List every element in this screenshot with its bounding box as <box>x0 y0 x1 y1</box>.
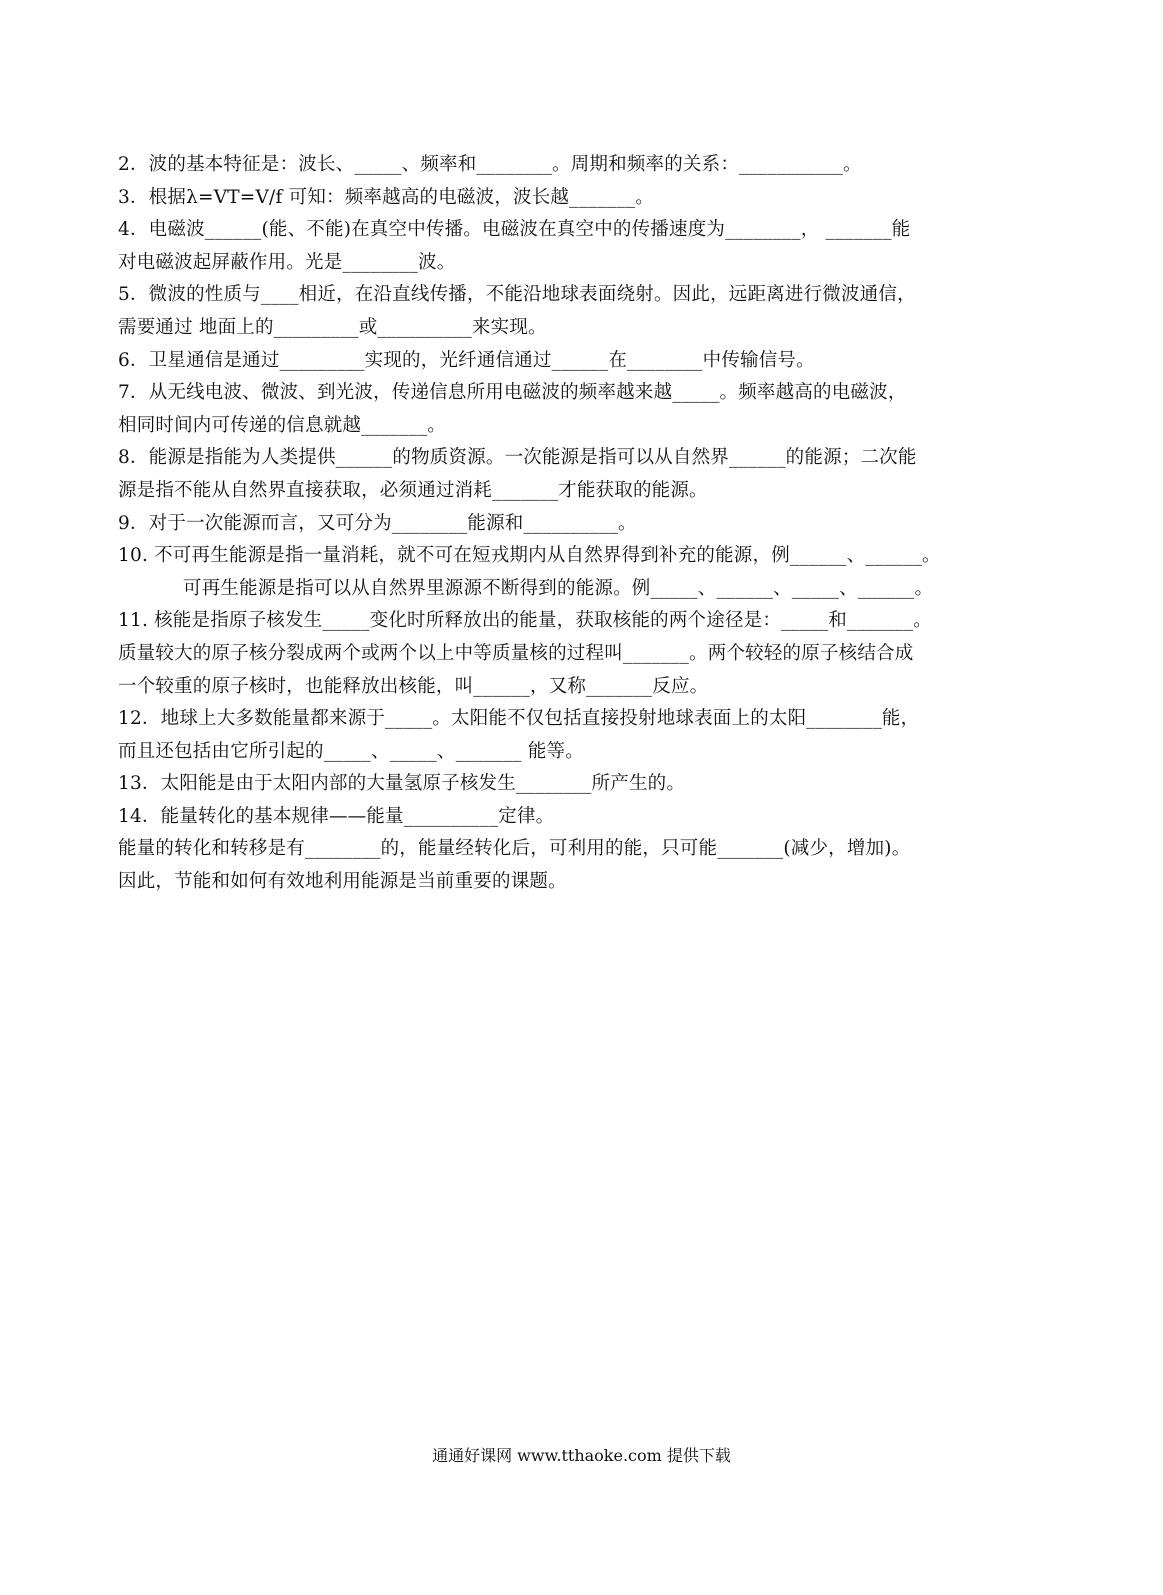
worksheet-line: 可再生能源是指可以从自然界里源源不断得到的能源。例_____、______、_____、______。 <box>183 577 934 599</box>
worksheet-line: 5．微波的性质与____相近，在沿直线传播，不能沿地球表面绕射。因此，远距离进行微波通信， <box>118 284 916 306</box>
worksheet-line: 7．从无线电波、微波、到光波，传递信息所用电磁波的频率越来越_____。频率越高的电磁波， <box>118 382 907 404</box>
worksheet-line: 能量的转化和转移是有________的，能量经转化后，可利用的能，只可能_______(减少，增加)。 <box>118 838 911 860</box>
worksheet-body <box>118 149 1038 899</box>
worksheet-line: 13．太阳能是由于太阳内部的大量氢原子核发生________所产生的。 <box>118 773 686 795</box>
worksheet-line: 12．地球上大多数能量都来源于_____。太阳能不仅包括直接投射地球表面上的太阳________能， <box>118 708 920 730</box>
worksheet-line: 9．对于一次能源而言，又可分为________能源和__________。 <box>118 512 637 534</box>
worksheet-line: 对电磁波起屏蔽作用。光是________波。 <box>118 251 456 273</box>
worksheet-line: 4．电磁波______(能、不能)在真空中传播。电磁波在真空中的传播速度为________， _______能 <box>118 219 911 241</box>
worksheet-line: 11. 核能是指原子核发生_____变化时所释放出的能量，获取核能的两个途径是：_____和_______。 <box>118 610 932 632</box>
worksheet-line: 2．波的基本特征是：波长、_____、频率和________。周期和频率的关系：___________。 <box>118 154 862 175</box>
worksheet-line: 10. 不可再生能源是指一量消耗，就不可在短戎期内从自然界得到补充的能源，例______、______。 <box>118 545 941 567</box>
worksheet-line: 而且还包括由它所引起的_____、_____、_______ 能等。 <box>118 740 584 762</box>
worksheet-line: 14．能量转化的基本规律——能量__________定律。 <box>118 805 555 827</box>
worksheet-line: 需要通过 地面上的_________或__________来实现。 <box>118 316 547 338</box>
worksheet-line: 相同时间内可传递的信息就越_______。 <box>118 414 446 436</box>
worksheet-line: 源是指不能从自然界直接获取，必须通过消耗_______才能获取的能源。 <box>118 479 708 501</box>
worksheet-line: 3．根据λ=VT=V/f 可知：频率越高的电磁波，波长越_______。 <box>118 186 654 208</box>
worksheet-line: 6．卫星通信是通过_________实现的，光纤通信通过______在________中传输信号。 <box>118 349 815 371</box>
worksheet-line: 因此，节能和如何有效地利用能源是当前重要的课题。 <box>118 871 567 893</box>
worksheet-line: 质量较大的原子核分裂成两个或两个以上中等质量核的过程叫_______。两个较轻的原子核结合成 <box>118 642 914 664</box>
worksheet-line: 8．能源是指能为人类提供______的物质资源。一次能源是指可以从自然界______的能源；二次能 <box>118 447 917 469</box>
page-footer: 通通好课网 www.tthaoke.com 提供下载 <box>432 1446 731 1465</box>
worksheet-line: 一个较重的原子核时，也能释放出核能，叫______，又称_______反应。 <box>118 675 709 697</box>
